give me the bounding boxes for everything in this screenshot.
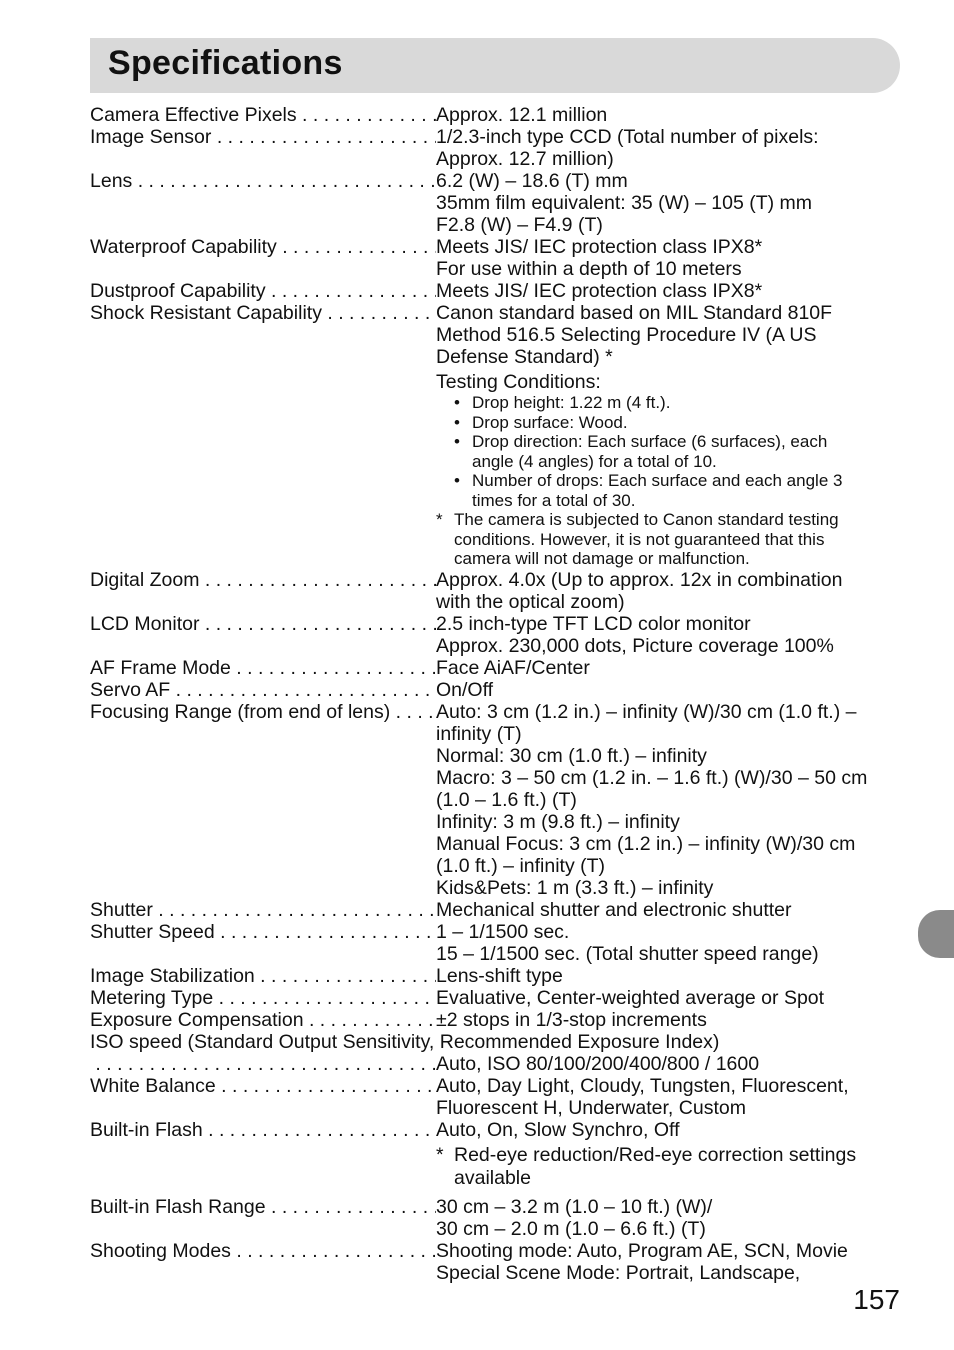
leader-dots — [90, 1053, 436, 1075]
spec-value: On/Off — [436, 678, 494, 701]
spec-label: AF Frame Mode . . . — [90, 657, 436, 679]
spec-value: 35mm film equivalent: 35 (W) – 105 (T) mm — [436, 192, 813, 214]
spec-af-frame-mode — [90, 657, 900, 679]
bullet-text: Drop direction: Each surface (6 surfaces), each — [472, 432, 828, 451]
spec-label: Built-in Flash Range . . . — [90, 1196, 436, 1218]
spec-value: Method 516.5 Selecting Procedure IV (A US — [436, 324, 817, 346]
spec-image-sensor — [90, 126, 900, 170]
bullet-text: Number of drops: Each surface and each angle 3 — [472, 471, 843, 490]
spec-shutter-speed — [90, 921, 900, 965]
spec-focusing-range — [90, 701, 900, 899]
spec-value: Fluorescent H, Underwater, Custom — [436, 1096, 746, 1119]
bullet-mark: • — [454, 393, 460, 412]
spec-label: Servo AF . . . — [90, 679, 436, 701]
bullet-text: times for a total of 30. — [472, 490, 636, 510]
asterisk-mark: * — [436, 510, 443, 529]
spec-camera-effective-pixels — [90, 104, 900, 126]
spec-value: Special Scene Mode: Portrait, Landscape, — [436, 1261, 801, 1284]
spec-label: Focusing Range (from end of lens) . . . — [90, 701, 436, 723]
spec-label: ISO speed (Standard Output Sensitivity, Recommended Exposure Index) — [90, 1030, 720, 1053]
spec-value: ±2 stops in 1/3-stop increments — [436, 1008, 707, 1031]
spec-value: Macro: 3 – 50 cm (1.2 in. – 1.6 ft.) (W)/30 – 50 cm — [436, 766, 868, 789]
spec-value: Defense Standard) * — [436, 346, 613, 368]
spec-shutter — [90, 899, 900, 921]
spec-value: Auto, On, Slow Synchro, Off — [436, 1118, 680, 1141]
bullet-text: Drop height: 1.22 m (4 ft.). — [472, 393, 671, 412]
spec-label: White Balance . . . — [90, 1075, 436, 1097]
spec-shooting-modes — [90, 1240, 900, 1284]
bullet-mark: • — [454, 432, 460, 451]
bullet-text: angle (4 angles) for a total of 10. — [472, 451, 717, 471]
spec-value: Auto, ISO 80/100/200/400/800 / 1600 — [436, 1052, 760, 1075]
spec-metering-type — [90, 987, 900, 1009]
spec-built-in-flash-range — [90, 1196, 900, 1240]
page-title: Specifications — [108, 44, 343, 82]
spec-value: Approx. 12.7 million) — [436, 148, 614, 170]
spec-value: Face AiAF/Center — [436, 656, 590, 679]
spec-label: Image Stabilization . . . — [90, 965, 436, 987]
spec-exposure-compensation — [90, 1009, 900, 1031]
spec-label: Digital Zoom . . . — [90, 569, 436, 591]
spec-label: Dustproof Capability . . . — [90, 280, 436, 302]
spec-value: Kids&Pets: 1 m (3.3 ft.) – infinity — [436, 876, 714, 899]
spec-value: Infinity: 3 m (9.8 ft.) – infinity — [436, 810, 680, 833]
spec-shock-resistant — [90, 302, 900, 569]
note-text: conditions. However, it is not guaranteed that this — [454, 529, 825, 549]
spec-value: Mechanical shutter and electronic shutter — [436, 898, 792, 921]
spec-dustproof — [90, 280, 900, 302]
spec-label: Camera Effective Pixels . . . — [90, 104, 436, 126]
spec-value: Canon standard based on MIL Standard 810F — [436, 302, 833, 324]
spec-label: Shock Resistant Capability . . . — [90, 302, 436, 324]
spec-value: Auto: 3 cm (1.2 in.) – infinity (W)/30 cm (1.0 ft.) – — [436, 700, 857, 723]
spec-value: 1/2.3-inch type CCD (Total number of pixels: — [436, 126, 819, 148]
spec-label: Metering Type . . . — [90, 987, 436, 1009]
spec-label: Shutter Speed . . . — [90, 921, 436, 943]
spec-label: Image Sensor . . . — [90, 126, 436, 148]
spec-value: Normal: 30 cm (1.0 ft.) – infinity — [436, 744, 707, 767]
spec-label: Shutter . . . — [90, 899, 436, 921]
chapter-thumb-tab — [918, 910, 954, 958]
bullet-mark: • — [454, 412, 460, 432]
spec-label: LCD Monitor . . . — [90, 613, 436, 635]
spec-value: Evaluative, Center-weighted average or Spot — [436, 986, 825, 1009]
spec-value: Meets JIS/ IEC protection class IPX8* — [436, 236, 763, 258]
section-title-bar — [90, 38, 900, 93]
note-text: Red-eye reduction/Red-eye correction settings — [454, 1143, 857, 1166]
spec-digital-zoom — [90, 569, 900, 613]
spec-value: Shooting mode: Auto, Program AE, SCN, Movie — [436, 1239, 848, 1262]
spec-servo-af — [90, 679, 900, 701]
bullet-mark: • — [454, 471, 460, 490]
spec-value: 6.2 (W) – 18.6 (T) mm — [436, 170, 628, 192]
spec-list — [90, 104, 900, 1284]
spec-label: Built-in Flash . . . — [90, 1119, 436, 1141]
note-text: camera will not damage or malfunction. — [454, 549, 750, 568]
spec-value: (1.0 ft.) – infinity (T) — [436, 854, 606, 877]
testing-conditions-heading: Testing Conditions: — [436, 371, 601, 393]
asterisk-mark: * — [436, 1143, 444, 1166]
spec-value: Manual Focus: 3 cm (1.2 in.) – infinity (W)/30 cm — [436, 832, 856, 855]
spec-value: 2.5 inch-type TFT LCD color monitor — [436, 612, 751, 635]
spec-value: with the optical zoom) — [436, 590, 625, 613]
spec-value: Meets JIS/ IEC protection class IPX8* — [436, 280, 763, 302]
spec-value: 30 cm – 3.2 m (1.0 – 10 ft.) (W)/ — [436, 1195, 713, 1218]
spec-value: Approx. 12.1 million — [436, 104, 608, 126]
spec-value: F2.8 (W) – F4.9 (T) — [436, 214, 603, 236]
page-number: 157 — [853, 1284, 900, 1315]
note-text: The camera is subjected to Canon standard testing — [454, 510, 839, 529]
spec-label: Lens . . . — [90, 170, 436, 192]
spec-image-stabilization — [90, 965, 900, 987]
spec-waterproof — [90, 236, 900, 280]
spec-value: Auto, Day Light, Cloudy, Tungsten, Fluorescent, — [436, 1074, 849, 1097]
spec-value: 30 cm – 2.0 m (1.0 – 6.6 ft.) (T) — [436, 1217, 706, 1240]
spec-value: infinity (T) — [436, 722, 522, 745]
spec-label: Exposure Compensation . . . — [90, 1009, 436, 1031]
spec-value: Lens-shift type — [436, 964, 563, 987]
spec-iso-speed — [90, 1031, 900, 1075]
spec-label: Waterproof Capability . . . — [90, 236, 436, 258]
spec-lcd-monitor — [90, 613, 900, 657]
spec-lens — [90, 170, 900, 236]
spec-label: Shooting Modes . . . — [90, 1240, 436, 1262]
note-text: available — [454, 1166, 531, 1189]
spec-white-balance — [90, 1075, 900, 1119]
spec-value: (1.0 – 1.6 ft.) (T) — [436, 788, 577, 811]
spec-value: For use within a depth of 10 meters — [436, 258, 742, 280]
spec-value: 15 – 1/1500 sec. (Total shutter speed range) — [436, 942, 819, 965]
spec-built-in-flash — [90, 1119, 900, 1196]
spec-value: Approx. 4.0x (Up to approx. 12x in combination — [436, 568, 843, 591]
bullet-text: Drop surface: Wood. — [472, 412, 628, 432]
spec-value: 1 – 1/1500 sec. — [436, 920, 570, 943]
spec-value: Approx. 230,000 dots, Picture coverage 100% — [436, 634, 834, 657]
